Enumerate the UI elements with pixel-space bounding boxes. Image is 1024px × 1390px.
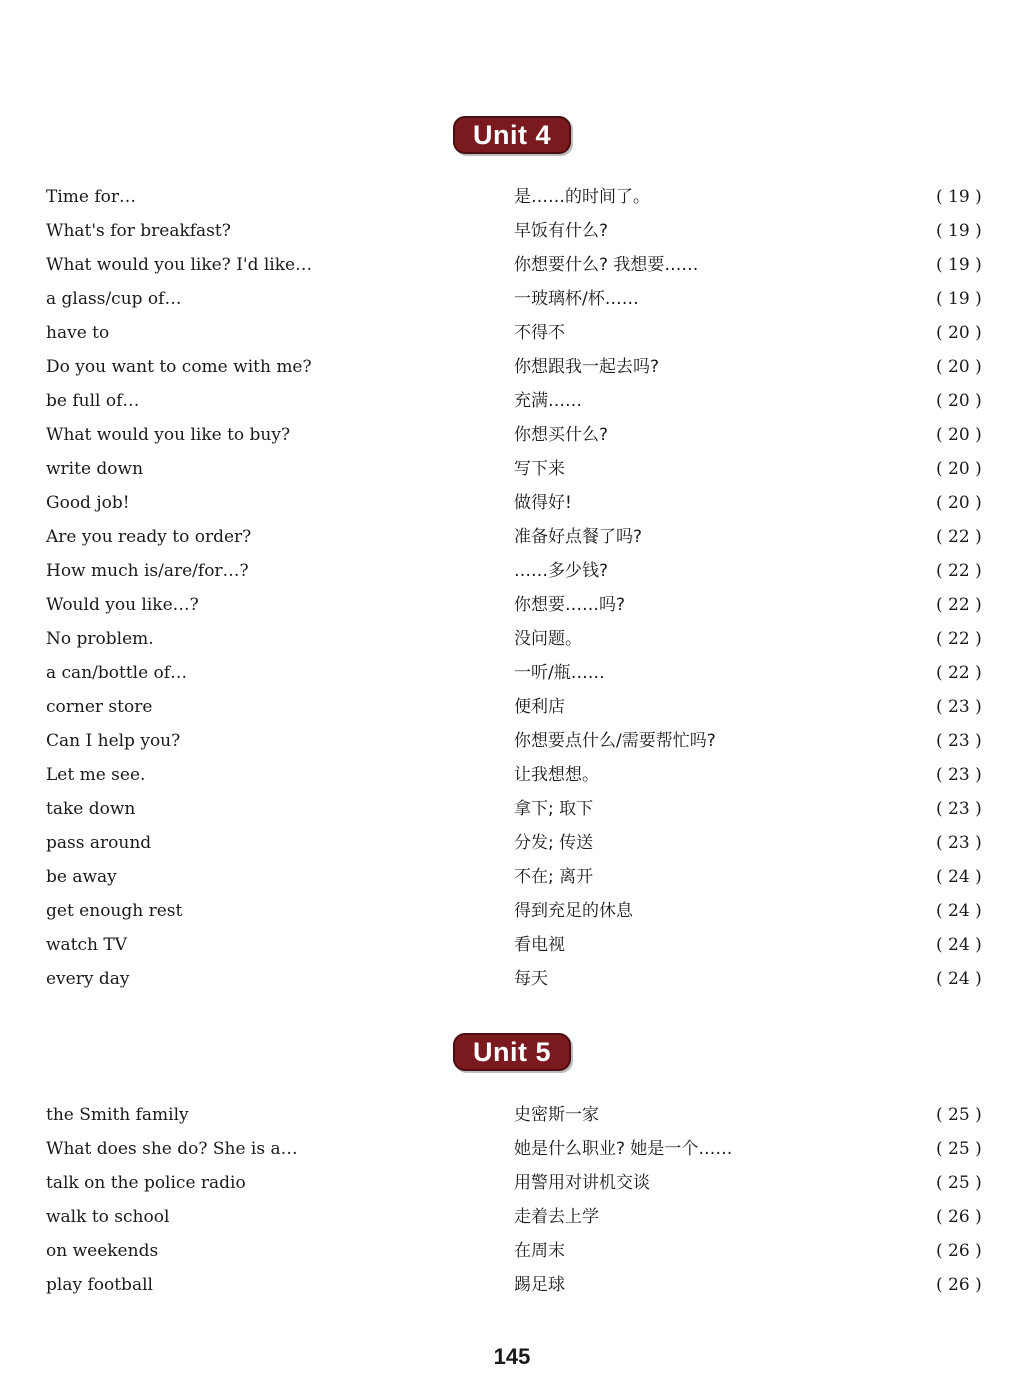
- english-phrase: a glass/cup of…: [46, 289, 182, 309]
- english-phrase: What would you like to buy?: [46, 425, 291, 445]
- page-reference: ( 23 ): [936, 765, 982, 785]
- list-item: [0, 1098, 1024, 1132]
- page-reference: ( 20 ): [936, 425, 982, 445]
- english-phrase: What does she do? She is a…: [46, 1139, 298, 1159]
- page-reference: ( 23 ): [936, 833, 982, 853]
- chinese-translation: 早饭有什么?: [514, 221, 609, 241]
- page-reference: ( 20 ): [936, 493, 982, 513]
- chinese-translation: 你想要什么? 我想要……: [514, 255, 699, 275]
- list-item: [0, 350, 1024, 384]
- chinese-translation: 你想买什么?: [514, 425, 609, 445]
- english-phrase: play football: [46, 1275, 153, 1295]
- english-phrase: take down: [46, 799, 136, 819]
- page-reference: ( 26 ): [936, 1207, 982, 1227]
- page-reference: ( 20 ): [936, 357, 982, 377]
- list-item: [0, 826, 1024, 860]
- page-reference: ( 26 ): [936, 1275, 982, 1295]
- chinese-translation: 便利店: [514, 697, 565, 717]
- english-phrase: Can I help you?: [46, 731, 181, 751]
- english-phrase: on weekends: [46, 1241, 159, 1261]
- english-phrase: Do you want to come with me?: [46, 357, 312, 377]
- chinese-translation: 你想跟我一起去吗?: [514, 357, 660, 377]
- chinese-translation: 让我想想。: [514, 765, 599, 785]
- list-item: [0, 860, 1024, 894]
- list-item: [0, 248, 1024, 282]
- page-reference: ( 20 ): [936, 459, 982, 479]
- list-item: [0, 792, 1024, 826]
- chinese-translation: 看电视: [514, 935, 565, 955]
- chinese-translation: 分发; 传送: [514, 833, 594, 853]
- chinese-translation: 得到充足的休息: [514, 901, 633, 921]
- list-item: [0, 214, 1024, 248]
- chinese-translation: 不得不: [514, 323, 565, 343]
- page-reference: ( 22 ): [936, 663, 982, 683]
- list-item: [0, 1200, 1024, 1234]
- page-reference: ( 19 ): [936, 289, 982, 309]
- list-item: [0, 894, 1024, 928]
- page-reference: ( 24 ): [936, 935, 982, 955]
- chinese-translation: 用警用对讲机交谈: [514, 1173, 650, 1193]
- unit-5-title: Unit 5: [453, 1033, 571, 1071]
- english-phrase: be full of…: [46, 391, 140, 411]
- english-phrase: Are you ready to order?: [46, 527, 252, 547]
- english-phrase: pass around: [46, 833, 152, 853]
- page-reference: ( 22 ): [936, 629, 982, 649]
- list-item: [0, 316, 1024, 350]
- chinese-translation: 一听/瓶……: [514, 663, 605, 683]
- page-reference: ( 22 ): [936, 595, 982, 615]
- english-phrase: get enough rest: [46, 901, 183, 921]
- chinese-translation: ……多少钱?: [514, 561, 609, 581]
- english-phrase: every day: [46, 969, 130, 989]
- chinese-translation: 走着去上学: [514, 1207, 599, 1227]
- page-reference: ( 20 ): [936, 323, 982, 343]
- english-phrase: Time for…: [46, 187, 137, 207]
- list-item: [0, 1132, 1024, 1166]
- chinese-translation: 踢足球: [514, 1275, 565, 1295]
- english-phrase: Let me see.: [46, 765, 146, 785]
- chinese-translation: 你想要点什么/需要帮忙吗?: [514, 731, 716, 751]
- list-item: [0, 554, 1024, 588]
- list-item: [0, 486, 1024, 520]
- chinese-translation: 在周末: [514, 1241, 565, 1261]
- list-item: [0, 282, 1024, 316]
- page-reference: ( 19 ): [936, 221, 982, 241]
- list-item: [0, 588, 1024, 622]
- page-reference: ( 24 ): [936, 901, 982, 921]
- english-phrase: be away: [46, 867, 117, 887]
- english-phrase: Good job!: [46, 493, 130, 513]
- chinese-translation: 充满……: [514, 391, 582, 411]
- english-phrase: a can/bottle of…: [46, 663, 188, 683]
- list-item: [0, 690, 1024, 724]
- page-number: 145: [493, 1344, 531, 1369]
- list-item: [0, 758, 1024, 792]
- list-item: [0, 418, 1024, 452]
- english-phrase: talk on the police radio: [46, 1173, 246, 1193]
- list-item: [0, 520, 1024, 554]
- chinese-translation: 不在; 离开: [514, 867, 594, 887]
- unit-5-phrase-list: [0, 1098, 1024, 1302]
- page-reference: ( 23 ): [936, 731, 982, 751]
- chinese-translation: 没问题。: [514, 629, 582, 649]
- chinese-translation: 一玻璃杯/杯……: [514, 289, 639, 309]
- chinese-translation: 她是什么职业? 她是一个……: [514, 1139, 733, 1159]
- list-item: [0, 1166, 1024, 1200]
- list-item: [0, 928, 1024, 962]
- english-phrase: Would you like…?: [46, 595, 199, 615]
- chinese-translation: 写下来: [514, 459, 565, 479]
- page-reference: ( 23 ): [936, 799, 982, 819]
- chinese-translation: 拿下; 取下: [514, 799, 594, 819]
- page-reference: ( 19 ): [936, 255, 982, 275]
- english-phrase: What's for breakfast?: [46, 221, 231, 241]
- english-phrase: What would you like? I'd like…: [46, 255, 313, 275]
- list-item: [0, 622, 1024, 656]
- page-reference: ( 25 ): [936, 1105, 982, 1125]
- list-item: [0, 962, 1024, 996]
- list-item: [0, 724, 1024, 758]
- list-item: [0, 1234, 1024, 1268]
- page-reference: ( 23 ): [936, 697, 982, 717]
- page-reference: ( 25 ): [936, 1173, 982, 1193]
- chinese-translation: 是……的时间了。: [514, 187, 650, 207]
- page-reference: ( 20 ): [936, 391, 982, 411]
- page-reference: ( 24 ): [936, 969, 982, 989]
- page-reference: ( 24 ): [936, 867, 982, 887]
- list-item: [0, 1268, 1024, 1302]
- unit-4-title: Unit 4: [453, 116, 571, 154]
- chinese-translation: 史密斯一家: [514, 1105, 599, 1125]
- english-phrase: watch TV: [46, 935, 128, 955]
- list-item: [0, 384, 1024, 418]
- english-phrase: have to: [46, 323, 110, 343]
- page-reference: ( 22 ): [936, 561, 982, 581]
- english-phrase: the Smith family: [46, 1105, 189, 1125]
- page-reference: ( 19 ): [936, 187, 982, 207]
- english-phrase: No problem.: [46, 629, 154, 649]
- list-item: [0, 180, 1024, 214]
- english-phrase: How much is/are/for…?: [46, 561, 249, 581]
- page-reference: ( 26 ): [936, 1241, 982, 1261]
- unit-4-phrase-list: [0, 180, 1024, 996]
- english-phrase: write down: [46, 459, 144, 479]
- page-reference: ( 22 ): [936, 527, 982, 547]
- english-phrase: corner store: [46, 697, 153, 717]
- list-item: [0, 656, 1024, 690]
- chinese-translation: 你想要……吗?: [514, 595, 626, 615]
- chinese-translation: 每天: [514, 969, 548, 989]
- list-item: [0, 452, 1024, 486]
- page-reference: ( 25 ): [936, 1139, 982, 1159]
- english-phrase: walk to school: [46, 1207, 170, 1227]
- chinese-translation: 准备好点餐了吗?: [514, 527, 643, 547]
- chinese-translation: 做得好!: [514, 493, 572, 513]
